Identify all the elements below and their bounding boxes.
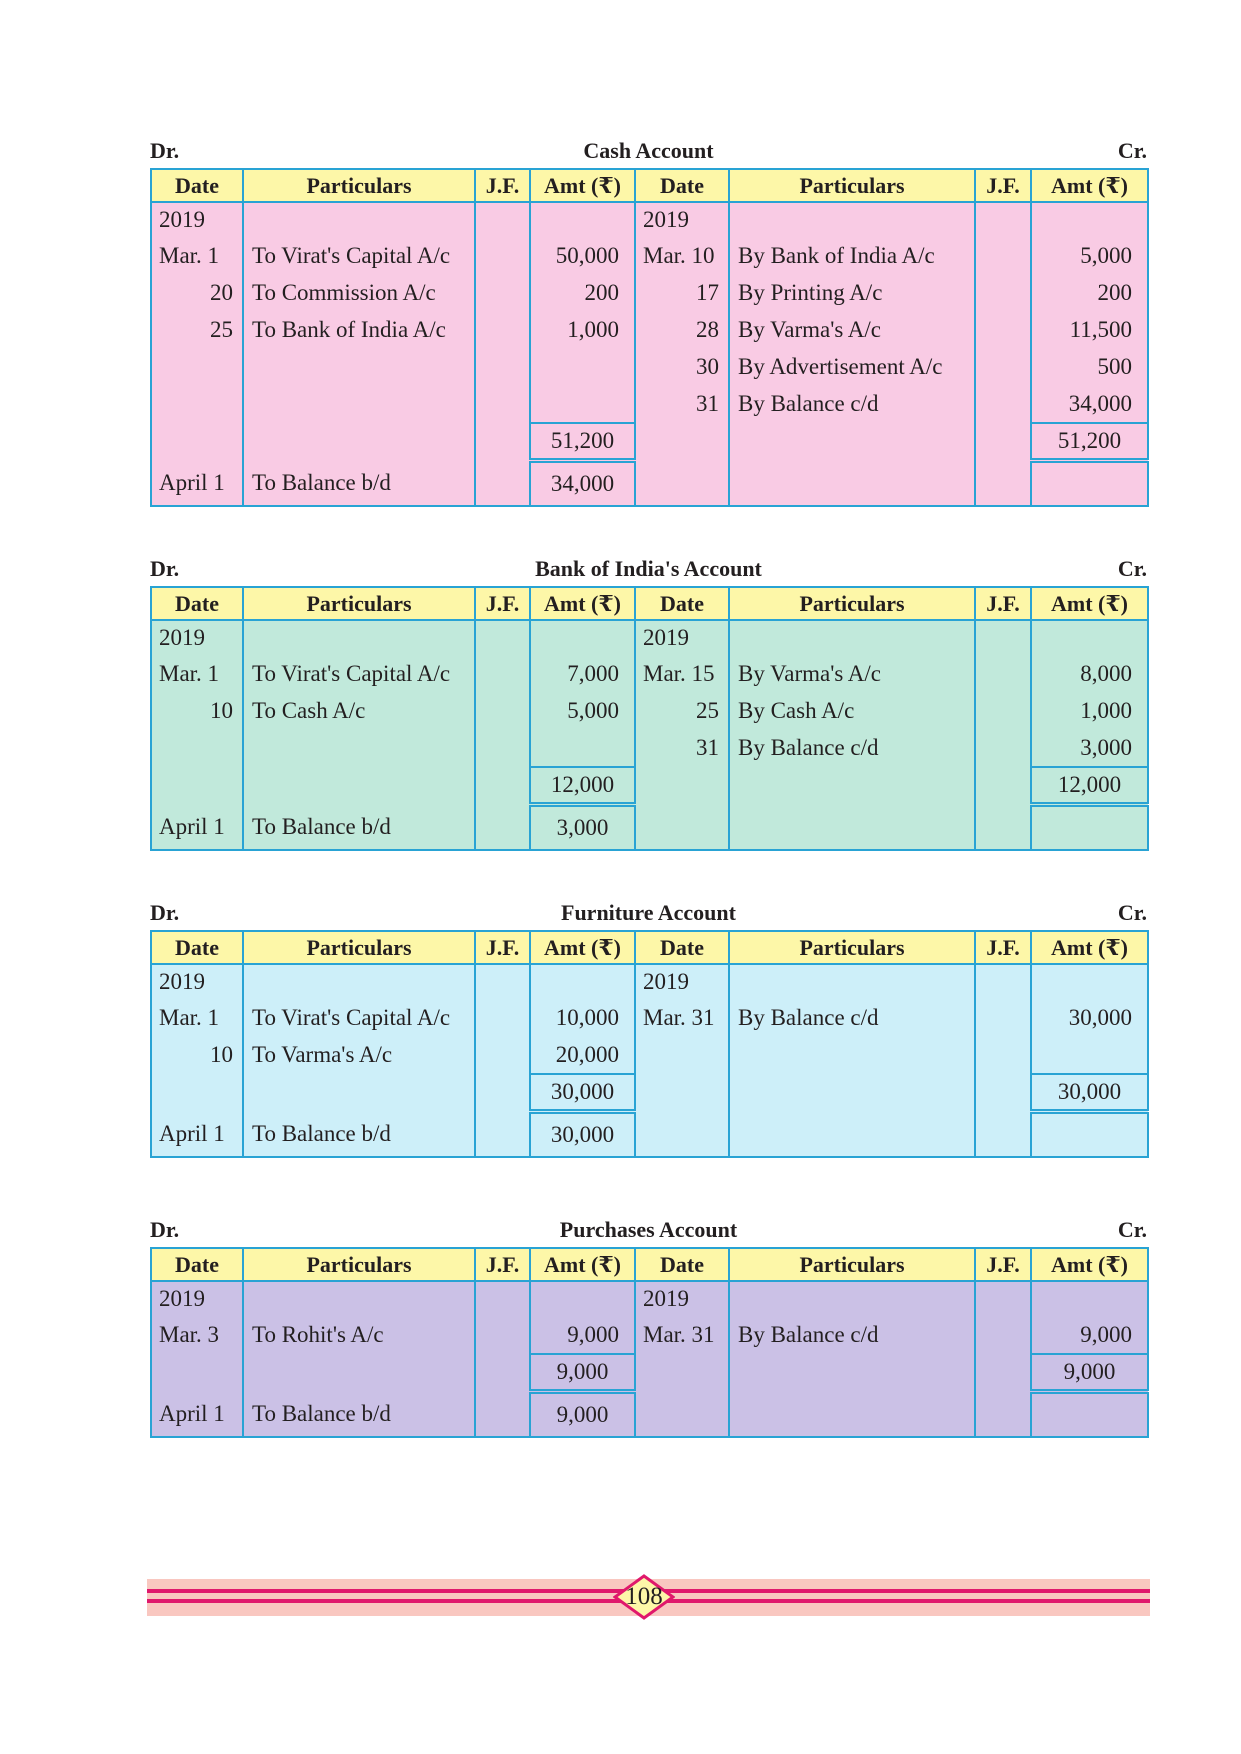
credit-amount: 11,500: [1031, 311, 1148, 348]
debit-date: 25: [151, 311, 243, 348]
date-header: Date: [151, 1248, 243, 1281]
account-heading: [150, 1217, 1147, 1247]
table-row: [151, 964, 1148, 999]
amount-header: Amt (₹): [530, 169, 635, 202]
debit-date: [151, 348, 243, 385]
balance-particulars: To Balance b/d: [243, 461, 475, 507]
credit-particulars: [729, 1036, 975, 1074]
particulars-header: Particulars: [729, 169, 975, 202]
debit-amount: 1,000: [530, 311, 635, 348]
table-row: [151, 620, 1148, 655]
bank-account: [150, 556, 1147, 851]
credit-particulars: By Balance c/d: [729, 999, 975, 1036]
debit-year: 2019: [151, 620, 243, 655]
jf-header: J.F.: [975, 931, 1031, 964]
ledger-table: [150, 930, 1149, 1158]
particulars-header: Particulars: [729, 931, 975, 964]
debit-date: Mar. 3: [151, 1316, 243, 1354]
date-header: Date: [151, 169, 243, 202]
credit-label: Cr.: [1117, 138, 1147, 163]
header-row: [151, 931, 1148, 964]
credit-year: 2019: [635, 964, 729, 999]
credit-date: 31: [635, 729, 729, 767]
balance-date: April 1: [151, 805, 243, 851]
credit-particulars: By Balance c/d: [729, 1316, 975, 1354]
header-row: [151, 169, 1148, 202]
amount-header: Amt (₹): [1031, 1248, 1148, 1281]
credit-particulars: By Varma's A/c: [729, 311, 975, 348]
credit-amount: [1031, 1036, 1148, 1074]
credit-total: 30,000: [1031, 1074, 1148, 1112]
credit-year: 2019: [635, 620, 729, 655]
credit-particulars: By Balance c/d: [729, 729, 975, 767]
credit-amount: 200: [1031, 274, 1148, 311]
balance-row: [151, 1392, 1148, 1438]
particulars-header: Particulars: [243, 169, 475, 202]
debit-date: [151, 385, 243, 423]
credit-total: 12,000: [1031, 767, 1148, 805]
debit-particulars: To Rohit's A/c: [243, 1316, 475, 1354]
account-title: Bank of India's Account: [535, 556, 762, 581]
credit-date: 17: [635, 274, 729, 311]
table-row: [151, 692, 1148, 729]
table-row: [151, 311, 1148, 348]
table-row: [151, 348, 1148, 385]
debit-label: Dr.: [150, 138, 180, 163]
balance-date: April 1: [151, 1392, 243, 1438]
balance-particulars: To Balance b/d: [243, 1112, 475, 1158]
debit-label: Dr.: [150, 900, 180, 925]
date-header: Date: [151, 931, 243, 964]
debit-particulars: To Bank of India A/c: [243, 311, 475, 348]
debit-date: 10: [151, 1036, 243, 1074]
balance-amount: 3,000: [530, 805, 635, 851]
balance-particulars: To Balance b/d: [243, 805, 475, 851]
debit-amount: [530, 385, 635, 423]
totals-row: [151, 423, 1148, 461]
table-row: [151, 237, 1148, 274]
credit-amount: 3,000: [1031, 729, 1148, 767]
debit-date: Mar. 1: [151, 999, 243, 1036]
debit-amount: 50,000: [530, 237, 635, 274]
jf-header: J.F.: [975, 169, 1031, 202]
jf-header: J.F.: [975, 1248, 1031, 1281]
particulars-header: Particulars: [729, 1248, 975, 1281]
particulars-header: Particulars: [243, 1248, 475, 1281]
debit-date: [151, 729, 243, 767]
ledger-table: [150, 168, 1149, 507]
credit-amount: 1,000: [1031, 692, 1148, 729]
credit-total: 51,200: [1031, 423, 1148, 461]
balance-amount: 30,000: [530, 1112, 635, 1158]
credit-particulars: By Varma's A/c: [729, 655, 975, 692]
table-row: [151, 202, 1148, 237]
table-row: [151, 999, 1148, 1036]
debit-amount: 5,000: [530, 692, 635, 729]
jf-header: J.F.: [475, 1248, 530, 1281]
debit-particulars: To Virat's Capital A/c: [243, 237, 475, 274]
account-heading: [150, 138, 1147, 168]
credit-label: Cr.: [1117, 1217, 1147, 1242]
table-row: [151, 385, 1148, 423]
balance-amount: 9,000: [530, 1392, 635, 1438]
credit-date: Mar. 15: [635, 655, 729, 692]
credit-label: Cr.: [1117, 900, 1147, 925]
account-title: Purchases Account: [559, 1217, 738, 1242]
credit-amount: 9,000: [1031, 1316, 1148, 1354]
credit-amount: 30,000: [1031, 999, 1148, 1036]
amount-header: Amt (₹): [1031, 169, 1148, 202]
balance-row: [151, 805, 1148, 851]
ledger-table: [150, 586, 1149, 851]
credit-amount: 5,000: [1031, 237, 1148, 274]
credit-particulars: By Printing A/c: [729, 274, 975, 311]
account-title: Furniture Account: [561, 900, 736, 925]
header-row: [151, 587, 1148, 620]
debit-particulars: [243, 729, 475, 767]
jf-header: J.F.: [475, 169, 530, 202]
debit-particulars: To Virat's Capital A/c: [243, 655, 475, 692]
debit-label: Dr.: [150, 556, 180, 581]
debit-date: 20: [151, 274, 243, 311]
balance-date: April 1: [151, 1112, 243, 1158]
date-header: Date: [635, 931, 729, 964]
debit-amount: [530, 729, 635, 767]
amount-header: Amt (₹): [1031, 587, 1148, 620]
jf-header: J.F.: [975, 587, 1031, 620]
debit-amount: 200: [530, 274, 635, 311]
credit-particulars: By Balance c/d: [729, 385, 975, 423]
debit-total: 12,000: [530, 767, 635, 805]
totals-row: [151, 1074, 1148, 1112]
particulars-header: Particulars: [243, 587, 475, 620]
credit-amount: 34,000: [1031, 385, 1148, 423]
account-title: Cash Account: [583, 138, 714, 163]
amount-header: Amt (₹): [530, 931, 635, 964]
debit-date: Mar. 1: [151, 655, 243, 692]
furniture-account: [150, 900, 1147, 1158]
particulars-header: Particulars: [243, 931, 475, 964]
table-row: [151, 274, 1148, 311]
credit-year: 2019: [635, 202, 729, 237]
balance-amount: 34,000: [530, 461, 635, 507]
account-heading: [150, 556, 1147, 586]
balance-particulars: To Balance b/d: [243, 1392, 475, 1438]
account-heading: [150, 900, 1147, 930]
credit-label: Cr.: [1117, 556, 1147, 581]
balance-date: April 1: [151, 461, 243, 507]
credit-date: 30: [635, 348, 729, 385]
debit-total: 30,000: [530, 1074, 635, 1112]
debit-particulars: To Varma's A/c: [243, 1036, 475, 1074]
credit-date: Mar. 31: [635, 1316, 729, 1354]
debit-year: 2019: [151, 1281, 243, 1316]
credit-amount: 8,000: [1031, 655, 1148, 692]
debit-particulars: [243, 348, 475, 385]
date-header: Date: [151, 587, 243, 620]
debit-date: Mar. 1: [151, 237, 243, 274]
date-header: Date: [635, 587, 729, 620]
credit-date: Mar. 10: [635, 237, 729, 274]
credit-particulars: By Cash A/c: [729, 692, 975, 729]
credit-date: 25: [635, 692, 729, 729]
amount-header: Amt (₹): [1031, 931, 1148, 964]
table-row: [151, 729, 1148, 767]
debit-particulars: To Virat's Capital A/c: [243, 999, 475, 1036]
table-row: [151, 1036, 1148, 1074]
jf-header: J.F.: [475, 931, 530, 964]
debit-particulars: To Commission A/c: [243, 274, 475, 311]
debit-date: 10: [151, 692, 243, 729]
credit-particulars: By Bank of India A/c: [729, 237, 975, 274]
purchases-account: [150, 1217, 1147, 1438]
header-row: [151, 1248, 1148, 1281]
credit-particulars: By Advertisement A/c: [729, 348, 975, 385]
debit-year: 2019: [151, 202, 243, 237]
debit-amount: [530, 348, 635, 385]
ledger-table: [150, 1247, 1149, 1438]
credit-amount: 500: [1031, 348, 1148, 385]
totals-row: [151, 1354, 1148, 1392]
debit-amount: 10,000: [530, 999, 635, 1036]
debit-total: 51,200: [530, 423, 635, 461]
debit-amount: 20,000: [530, 1036, 635, 1074]
debit-amount: 9,000: [530, 1316, 635, 1354]
page-number-badge: [613, 1574, 675, 1620]
debit-total: 9,000: [530, 1354, 635, 1392]
credit-date: 28: [635, 311, 729, 348]
amount-header: Amt (₹): [530, 587, 635, 620]
credit-year: 2019: [635, 1281, 729, 1316]
totals-row: [151, 767, 1148, 805]
credit-date: 31: [635, 385, 729, 423]
debit-amount: 7,000: [530, 655, 635, 692]
table-row: [151, 1281, 1148, 1316]
date-header: Date: [635, 1248, 729, 1281]
jf-header: J.F.: [475, 587, 530, 620]
table-row: [151, 655, 1148, 692]
credit-date: Mar. 31: [635, 999, 729, 1036]
credit-total: 9,000: [1031, 1354, 1148, 1392]
date-header: Date: [635, 169, 729, 202]
debit-year: 2019: [151, 964, 243, 999]
cash-account: [150, 138, 1147, 507]
balance-row: [151, 1112, 1148, 1158]
table-row: [151, 1316, 1148, 1354]
amount-header: Amt (₹): [530, 1248, 635, 1281]
debit-particulars: [243, 385, 475, 423]
balance-row: [151, 461, 1148, 507]
page-number: 108: [625, 1583, 663, 1610]
credit-date: [635, 1036, 729, 1074]
particulars-header: Particulars: [729, 587, 975, 620]
debit-label: Dr.: [150, 1217, 180, 1242]
debit-particulars: To Cash A/c: [243, 692, 475, 729]
